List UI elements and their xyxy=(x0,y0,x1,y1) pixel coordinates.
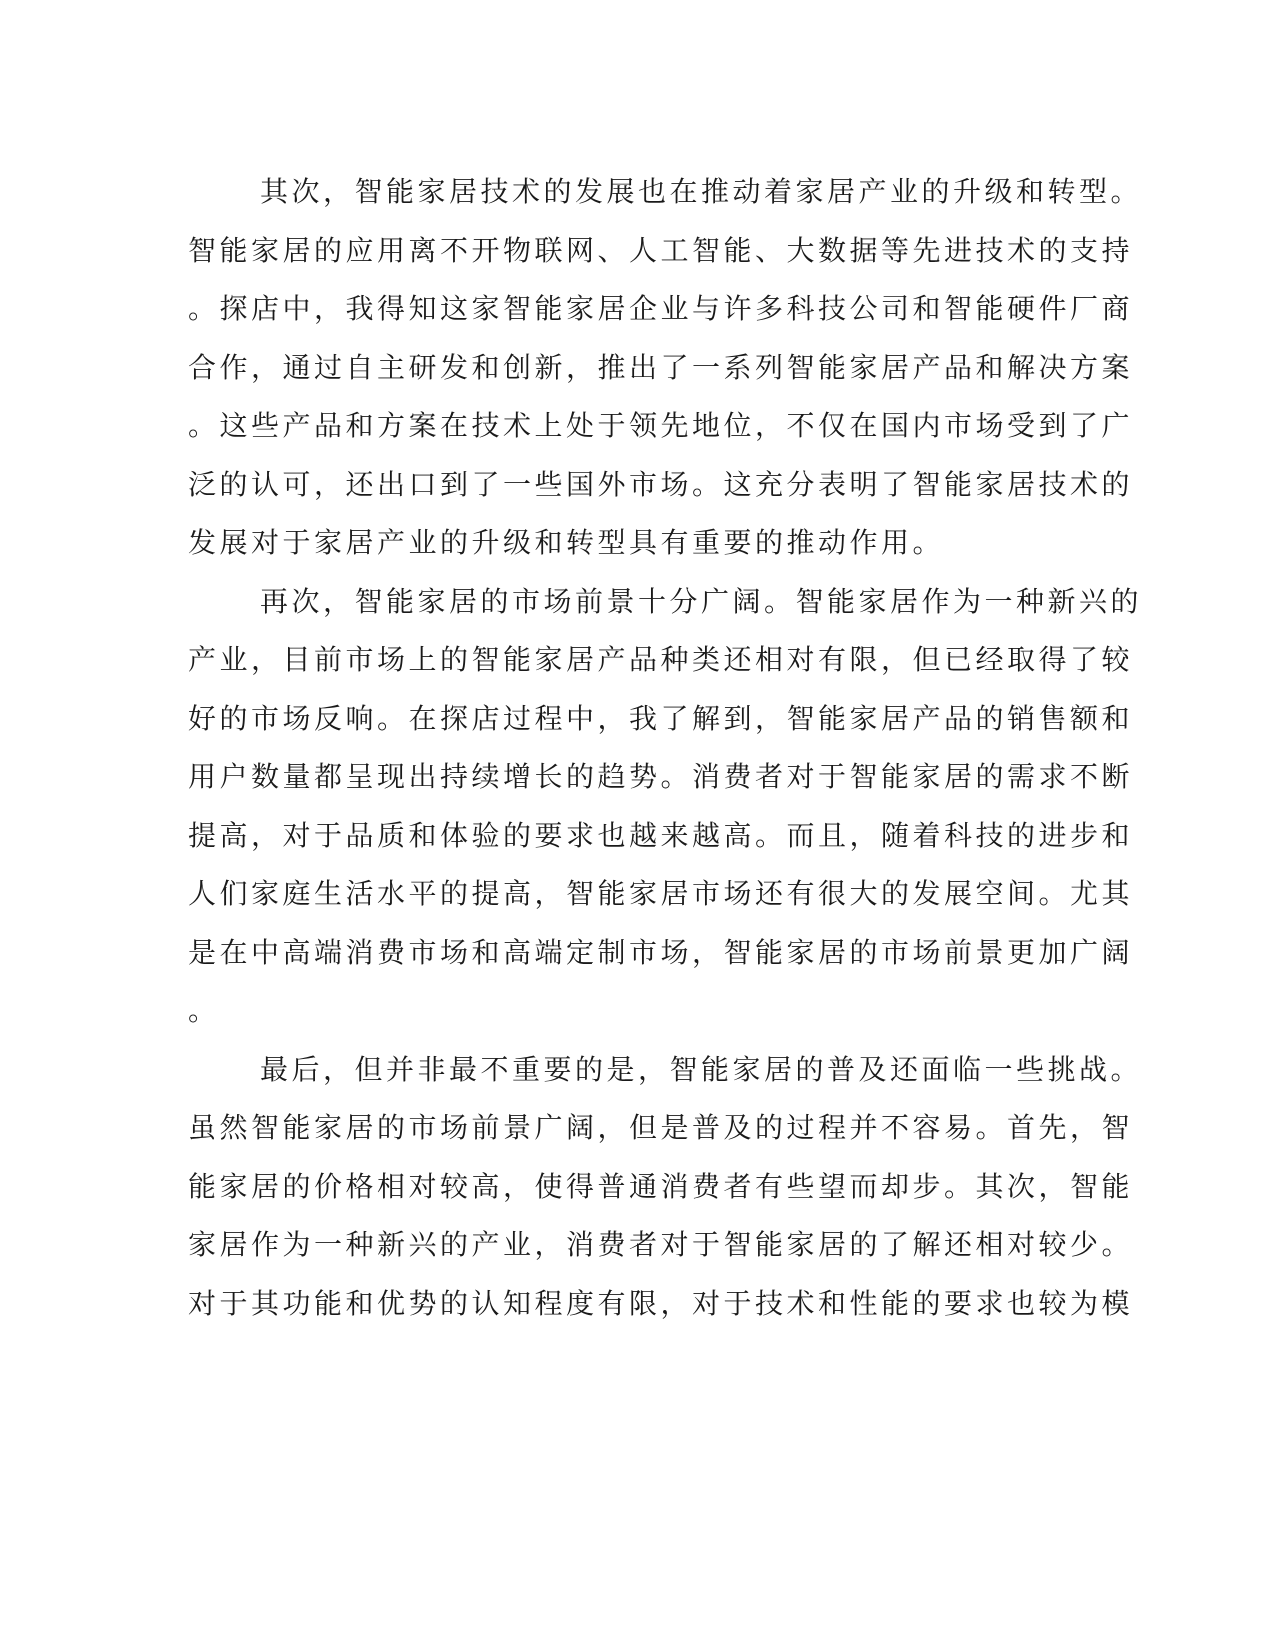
text-line: 。 xyxy=(188,994,220,1027)
paragraph-3 xyxy=(188,1041,1143,1334)
body-text xyxy=(188,163,1143,1333)
paragraph-2 xyxy=(188,573,1143,1041)
text-line: 发展对于家居产业的升级和转型具有重要的推动作用。 xyxy=(188,526,945,559)
text-line: 智能家居的应用离不开物联网、人工智能、大数据等先进技术的支持 xyxy=(188,233,1134,267)
text-line: 再次，智能家居的市场前景十分广阔。智能家居作为一种新兴的 xyxy=(260,584,1143,618)
paragraph-1 xyxy=(188,163,1143,573)
text-line: 虽然智能家居的市场前景广阔，但是普及的过程并不容易。首先，智 xyxy=(188,1111,1134,1144)
text-line: 其次，智能家居技术的发展也在推动着家居产业的升级和转型。 xyxy=(260,175,1143,208)
text-line: 泛的认可，还出口到了一些国外市场。这充分表明了智能家居技术的 xyxy=(188,467,1134,501)
text-line: 对于其功能和优势的认知程度有限，对于技术和性能的要求也较为模 xyxy=(188,1286,1134,1320)
text-line: 。这些产品和方案在技术上处于领先地位，不仅在国内市场受到了广 xyxy=(188,409,1134,442)
text-line: 合作，通过自主研发和创新，推出了一系列智能家居产品和解决方案 xyxy=(188,350,1134,384)
text-line: 是在中高端消费市场和高端定制市场，智能家居的市场前景更加广阔 xyxy=(188,935,1134,969)
text-line: 。探店中，我得知这家智能家居企业与许多科技公司和智能硬件厂商 xyxy=(188,292,1134,325)
text-line: 家居作为一种新兴的产业，消费者对于智能家居的了解还相对较少。 xyxy=(188,1228,1134,1261)
text-line: 用户数量都呈现出持续增长的趋势。消费者对于智能家居的需求不断 xyxy=(188,760,1134,793)
text-line: 产业，目前市场上的智能家居产品种类还相对有限，但已经取得了较 xyxy=(188,643,1134,676)
text-line: 好的市场反响。在探店过程中，我了解到，智能家居产品的销售额和 xyxy=(188,701,1134,735)
text-line: 人们家庭生活水平的提高，智能家居市场还有很大的发展空间。尤其 xyxy=(188,877,1134,910)
text-line: 能家居的价格相对较高，使得普通消费者有些望而却步。其次，智能 xyxy=(188,1169,1134,1203)
text-line: 提高，对于品质和体验的要求也越来越高。而且，随着科技的进步和 xyxy=(188,818,1134,852)
text-line: 最后，但并非最不重要的是，智能家居的普及还面临一些挑战。 xyxy=(260,1052,1143,1086)
